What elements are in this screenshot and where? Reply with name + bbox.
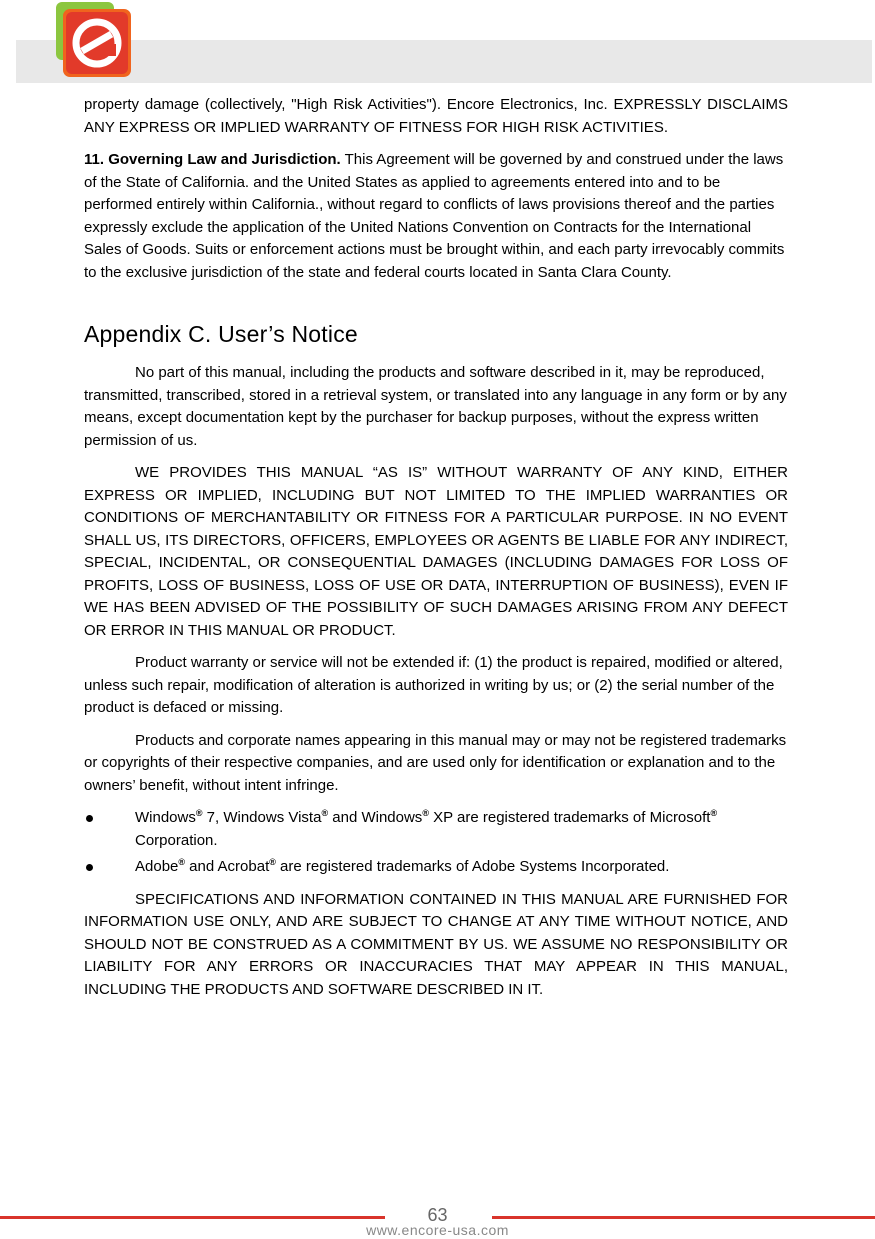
- header-band: [16, 40, 872, 83]
- footer-url: www.encore-usa.com: [366, 1222, 509, 1238]
- bullet-windows: Windows® 7, Windows Vista® and Windows® XP are registered trademarks of Microsoft® Corporation.: [84, 807, 788, 852]
- section-11-text: This Agreement will be governed by and construed under the laws of the State of California. and the United States as applied to agreements entered into and to be performed entirely within California., without regard to conflicts of laws provisions thereof and the parties expressly exclude the application of the United Nations Convention on Contracts for the International Sales of Goods. Suits or enforcement actions must be brought within, and each party irrevocably commits to the exclusive jurisdiction of the state and federal courts located in Santa Clara County.: [84, 151, 785, 281]
- page-number: 63: [427, 1205, 448, 1225]
- section-11-paragraph: [84, 149, 788, 284]
- notice-paragraph-5: SPECIFICATIONS AND INFORMATION CONTAINED IN THIS MANUAL ARE FURNISHED FOR INFORMATION USE ONLY, AND ARE SUBJECT TO CHANGE AT ANY TIME WITHOUT NOTICE, AND SHOULD NOT BE CONSTRUED AS A COMMITMENT BY US. WE ASSUME NO RESPONSIBILITY OR LIABILITY FOR ANY ERRORS OR INACCURACIES THAT MAY APPEAR IN THIS MANUAL, INCLUDING THE PRODUCTS AND SOFTWARE DESCRIBED IN IT.: [84, 890, 788, 998]
- notice-paragraph-3: Product warranty or service will not be extended if: (1) the product is repaired, modified or altered, unless such repair, modification of alteration is authorized in writing by us; or (2) the serial number of the product is defaced or missing.: [84, 654, 783, 716]
- page-content: [84, 94, 788, 1001]
- bullet-icon: [86, 815, 93, 822]
- encore-logo: [50, 0, 134, 80]
- notice-paragraph-4: Products and corporate names appearing in this manual may or may not be registered trademarks or copyrights of their respective companies, and are used only for identification or explanation and to the owners’ benefit, without intent infringe.: [84, 731, 787, 794]
- paragraph-high-risk: property damage (collectively, "High Risk Activities"). Encore Electronics, Inc. EXPRESSLY DISCLAIMS ANY EXPRESS OR IMPLIED WARRANTY OF FITNESS FOR HIGH RISK ACTIVITIES.: [84, 96, 788, 136]
- section-11-heading: 11. Governing Law and Jurisdiction.: [84, 151, 341, 168]
- bullet-adobe: Adobe® and Acrobat® are registered trademarks of Adobe Systems Incorporated.: [84, 856, 788, 879]
- notice-paragraph-1: No part of this manual, including the products and software described in it, may be reproduced, transmitted, transcribed, stored in a retrieval system, or translated into any language in any form or by any means, except documentation kept by the purchaser for backup purposes, without the express written permission of us.: [84, 364, 787, 449]
- appendix-title: Appendix C. User’s Notice: [84, 321, 358, 347]
- notice-paragraph-2: WE PROVIDES THIS MANUAL “AS IS” WITHOUT WARRANTY OF ANY KIND, EITHER EXPRESS OR IMPLIED, INCLUDING BUT NOT LIMITED TO THE IMPLIED WARRANTIES OR CONDITIONS OF MERCHANTABILITY OR FITNESS FOR A PARTICULAR PURPOSE. IN NO EVENT SHALL US, ITS DIRECTORS, OFFICERS, EMPLOYEES OR AGENTS BE LIABLE FOR ANY INDIRECT, SPECIAL, INCIDENTAL, OR CONSEQUENTIAL DAMAGES (INCLUDING DAMAGES FOR LOSS OF PROFITS, LOSS OF BUSINESS, LOSS OF USE OR DATA, INTERRUPTION OF BUSINESS), EVEN IF WE HAS BEEN ADVISED OF THE POSSIBILITY OF SUCH DAMAGES ARISING FROM ANY DEFECT OR ERROR IN THIS MANUAL OR PRODUCT.: [84, 464, 788, 639]
- bullet-icon: [86, 864, 93, 871]
